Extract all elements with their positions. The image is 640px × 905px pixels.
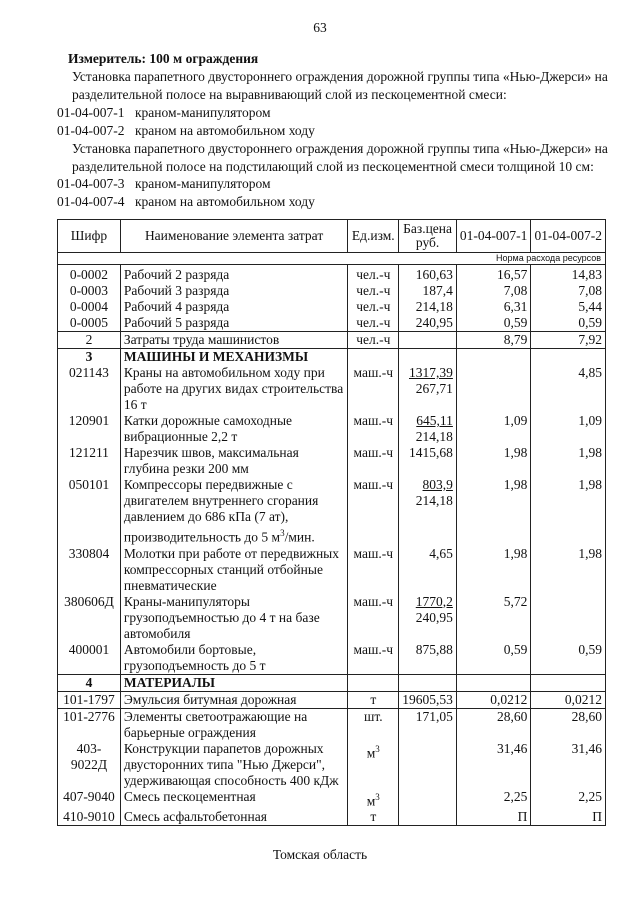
row-unit bbox=[348, 299, 399, 315]
row-unit bbox=[348, 642, 399, 675]
price-value: 214,18 bbox=[415, 299, 453, 314]
row-value-variant-2: 0,0212 bbox=[531, 691, 606, 708]
row-name bbox=[120, 332, 347, 349]
row-unit bbox=[348, 674, 399, 691]
description-line: Установка парапетного двустороннего ограждения дорожной группы типа «Нью-Джерси» на bbox=[72, 69, 608, 84]
row-value-variant-1: 2,25 bbox=[456, 789, 531, 810]
row-code: 101-2776 bbox=[58, 708, 121, 741]
row-price bbox=[399, 283, 457, 299]
price-value: 171,05 bbox=[415, 708, 453, 724]
variant-label: краном-манипулятором bbox=[135, 105, 271, 120]
row-price bbox=[399, 809, 457, 826]
description-line: Установка парапетного двустороннего ограждения дорожной группы типа «Нью-Джерси» на bbox=[72, 141, 608, 156]
row-code: 0-0005 bbox=[58, 315, 121, 332]
row-price bbox=[399, 332, 457, 349]
row-value-variant-1: 0,0212 bbox=[456, 691, 531, 708]
table-row bbox=[58, 809, 606, 826]
row-name-text: Рабочий 2 разряда bbox=[123, 267, 230, 282]
price-value: 160,63 bbox=[415, 267, 453, 282]
row-name bbox=[120, 789, 347, 810]
row-name bbox=[120, 708, 347, 741]
row-value-variant-2 bbox=[531, 594, 606, 642]
row-value-variant-1: 5,72 bbox=[456, 594, 531, 642]
row-value-variant-2: 0,59 bbox=[531, 315, 606, 332]
variant-item bbox=[57, 105, 271, 121]
row-value-variant-2: 2,25 bbox=[531, 789, 606, 810]
description-line: разделительной полосе на выравнивающий слой из пескоцементной смеси: bbox=[72, 87, 507, 102]
table-row bbox=[58, 789, 606, 810]
variant-code: 01-04-007-1 bbox=[57, 105, 125, 120]
row-value-variant-1: 31,46 bbox=[456, 741, 531, 789]
table-row bbox=[58, 708, 606, 741]
unit-text: маш.-ч bbox=[353, 593, 394, 609]
measure-heading: Измеритель: 100 м ограждения bbox=[68, 51, 259, 66]
row-name bbox=[120, 349, 347, 366]
row-name bbox=[120, 445, 347, 477]
row-price bbox=[399, 741, 457, 789]
row-name bbox=[120, 674, 347, 691]
row-value-variant-2: 28,60 bbox=[531, 708, 606, 741]
row-name bbox=[120, 691, 347, 708]
unit-text: т bbox=[370, 809, 377, 824]
row-unit bbox=[348, 477, 399, 546]
header-name: Наименование элемента затрат bbox=[120, 220, 347, 253]
row-code: 121211 bbox=[58, 445, 121, 477]
row-value-variant-2: 7,08 bbox=[531, 283, 606, 299]
row-price bbox=[399, 789, 457, 810]
row-name-text: Эмульсия битумная дорожная bbox=[123, 691, 297, 707]
table-row bbox=[58, 546, 606, 594]
row-value-variant-2: 1,98 bbox=[531, 445, 606, 477]
unit-text: маш.-ч bbox=[353, 445, 394, 460]
row-price bbox=[399, 708, 457, 741]
row-unit bbox=[348, 413, 399, 445]
row-value-variant-1: П bbox=[456, 809, 531, 826]
unit-text: т bbox=[370, 691, 377, 707]
unit-text: чел.-ч bbox=[356, 315, 391, 330]
table-header-row bbox=[58, 220, 606, 253]
superscript: 3 bbox=[375, 791, 380, 802]
row-code: 2 bbox=[58, 332, 121, 349]
row-value-variant-2: 1,09 bbox=[531, 413, 606, 445]
table-row bbox=[58, 349, 606, 366]
row-value-variant-1: 1,98 bbox=[456, 477, 531, 546]
variant-item bbox=[57, 123, 315, 139]
row-name-text: Компрессоры передвижные с двигателем внутреннего сгорания давлением до 686 кПа (7 ат), производительность до 5 м bbox=[123, 477, 319, 545]
unit-text: маш.-ч bbox=[353, 545, 394, 561]
table-row bbox=[58, 265, 606, 284]
row-price bbox=[399, 594, 457, 642]
row-price bbox=[399, 413, 457, 445]
price-value: 187,4 bbox=[422, 283, 453, 298]
row-unit bbox=[348, 265, 399, 284]
row-name-text: Катки дорожные самоходные вибрационные 2,2 т bbox=[123, 413, 293, 444]
row-price bbox=[399, 315, 457, 332]
variant-label: краном-манипулятором bbox=[135, 176, 271, 191]
row-code: 407-9040 bbox=[58, 789, 121, 810]
unit-text: чел.-ч bbox=[356, 267, 391, 282]
price-value: 267,71 bbox=[415, 381, 453, 396]
price-value: 19605,53 bbox=[402, 691, 453, 707]
table-row bbox=[58, 477, 606, 546]
row-value-variant-2 bbox=[531, 674, 606, 691]
header-unit: Ед.изм. bbox=[348, 220, 399, 253]
unit-text: маш.-ч bbox=[353, 477, 394, 492]
unit-text: маш.-ч bbox=[353, 641, 394, 657]
row-unit bbox=[348, 708, 399, 741]
header-price: Баз.цена руб. bbox=[399, 220, 457, 253]
row-name-text: Автомобили бортовые, грузоподъемность до 5 т bbox=[123, 641, 266, 673]
row-name-text: Элементы светоотражающие на барьерные ограждения bbox=[123, 708, 308, 740]
row-price bbox=[399, 642, 457, 675]
row-value-variant-1: 8,79 bbox=[456, 332, 531, 349]
row-unit bbox=[348, 332, 399, 349]
table-row bbox=[58, 332, 606, 349]
price-base: 645,11 bbox=[416, 413, 453, 428]
row-value-variant-2 bbox=[531, 349, 606, 366]
row-code: 400001 bbox=[58, 642, 121, 675]
price-value: 4,65 bbox=[429, 545, 453, 561]
row-name-text: МАТЕРИАЛЫ bbox=[123, 674, 216, 690]
row-value-variant-1 bbox=[456, 674, 531, 691]
price-value: 240,95 bbox=[415, 609, 453, 625]
row-name-text: Рабочий 5 разряда bbox=[123, 315, 230, 330]
row-code: 0-0004 bbox=[58, 299, 121, 315]
row-value-variant-1: 0,59 bbox=[456, 315, 531, 332]
row-price bbox=[399, 299, 457, 315]
row-unit bbox=[348, 546, 399, 594]
row-value-variant-2: 5,44 bbox=[531, 299, 606, 315]
row-value-variant-2: 14,83 bbox=[531, 265, 606, 284]
row-code: 3 bbox=[58, 349, 121, 366]
header-code: Шифр bbox=[58, 220, 121, 253]
row-code: 120901 bbox=[58, 413, 121, 445]
row-value-variant-1: 6,31 bbox=[456, 299, 531, 315]
row-value-variant-1: 1,09 bbox=[456, 413, 531, 445]
row-price bbox=[399, 365, 457, 413]
footer-region: Томская область bbox=[272, 847, 368, 862]
row-name bbox=[120, 594, 347, 642]
row-price bbox=[399, 674, 457, 691]
variant-item bbox=[57, 176, 271, 192]
row-code: 021143 bbox=[58, 365, 121, 413]
row-unit bbox=[348, 315, 399, 332]
row-name-text: Смесь пескоцементная bbox=[123, 788, 256, 804]
resource-table bbox=[57, 219, 606, 826]
superscript: 3 bbox=[280, 528, 285, 538]
price-value: 240,95 bbox=[415, 315, 453, 330]
table-row bbox=[58, 674, 606, 691]
unit-text: маш.-ч bbox=[353, 365, 394, 380]
row-name bbox=[120, 741, 347, 789]
price-base: 1317,39 bbox=[409, 365, 453, 380]
row-name bbox=[120, 315, 347, 332]
table-row bbox=[58, 413, 606, 445]
unit-text: шт. bbox=[363, 708, 383, 724]
description-line: разделительной полосе на подстилающий слой из пескоцементной смеси толщиной 10 см: bbox=[72, 159, 594, 174]
price-value: 1415,68 bbox=[409, 445, 453, 460]
row-unit bbox=[348, 741, 399, 789]
row-unit bbox=[348, 691, 399, 708]
row-code: 380606Д bbox=[58, 594, 121, 642]
row-name-text: МАШИНЫ И МЕХАНИЗМЫ bbox=[123, 349, 309, 364]
row-name bbox=[120, 365, 347, 413]
unit-text: чел.-ч bbox=[356, 299, 391, 314]
table-row bbox=[58, 365, 606, 413]
row-value-variant-2: 31,46 bbox=[531, 741, 606, 789]
row-code: 050101 bbox=[58, 477, 121, 546]
table-row bbox=[58, 299, 606, 315]
row-name-text: Краны на автомобильном ходу при работе на других видах строительства 16 т bbox=[123, 365, 344, 412]
variant-label: краном на автомобильном ходу bbox=[135, 123, 315, 138]
row-name bbox=[120, 642, 347, 675]
row-code: 330804 bbox=[58, 546, 121, 594]
row-value-variant-2: 7,92 bbox=[531, 332, 606, 349]
table-row bbox=[58, 642, 606, 675]
row-value-variant-1: 28,60 bbox=[456, 708, 531, 741]
row-name bbox=[120, 809, 347, 826]
row-value-variant-2: 0,59 bbox=[531, 642, 606, 675]
price-value: 875,88 bbox=[415, 641, 453, 657]
unit-text: м bbox=[366, 745, 376, 760]
row-code: 0-0002 bbox=[58, 265, 121, 284]
variant-item bbox=[57, 194, 315, 210]
table-row bbox=[58, 315, 606, 332]
row-name bbox=[120, 546, 347, 594]
variant-code: 01-04-007-2 bbox=[57, 123, 125, 138]
row-name-text: Молотки при работе от передвижных компрессорных станций отбойные пневматические bbox=[123, 545, 339, 593]
row-unit bbox=[348, 594, 399, 642]
row-code: 4 bbox=[58, 674, 121, 691]
group-1-description bbox=[72, 68, 608, 104]
table-row bbox=[58, 741, 606, 789]
header-variant-1: 01-04-007-1 bbox=[456, 220, 531, 253]
row-code: 403-9022Д bbox=[58, 741, 121, 789]
norm-row bbox=[58, 253, 606, 265]
price-value: 214,18 bbox=[415, 493, 453, 508]
row-name bbox=[120, 265, 347, 284]
row-name bbox=[120, 299, 347, 315]
row-value-variant-1: 1,98 bbox=[456, 546, 531, 594]
variant-code: 01-04-007-3 bbox=[57, 176, 125, 191]
row-code: 410-9010 bbox=[58, 809, 121, 826]
row-name-text: Краны-манипуляторы грузоподъемностью до 4 т на базе автомобиля bbox=[123, 593, 320, 641]
norm-label: Норма расхода ресурсов bbox=[58, 253, 606, 265]
row-value-variant-2: П bbox=[531, 809, 606, 826]
price-value: 214,18 bbox=[415, 429, 453, 444]
row-name-text: Рабочий 3 разряда bbox=[123, 283, 230, 298]
variant-label: краном на автомобильном ходу bbox=[135, 194, 315, 209]
row-value-variant-2: 1,98 bbox=[531, 546, 606, 594]
page-number: 63 bbox=[313, 20, 327, 35]
row-value-variant-2: 1,98 bbox=[531, 477, 606, 546]
row-name bbox=[120, 283, 347, 299]
row-price bbox=[399, 265, 457, 284]
row-name bbox=[120, 477, 347, 546]
row-unit bbox=[348, 789, 399, 810]
row-price bbox=[399, 691, 457, 708]
row-value-variant-1 bbox=[456, 349, 531, 366]
row-value-variant-1: 0,59 bbox=[456, 642, 531, 675]
row-price bbox=[399, 445, 457, 477]
unit-text: чел.-ч bbox=[356, 283, 391, 298]
price-base: 1770,2 bbox=[415, 593, 453, 609]
row-value-variant-2: 4,85 bbox=[531, 365, 606, 413]
price-base: 803,9 bbox=[422, 477, 453, 492]
row-price bbox=[399, 477, 457, 546]
row-name-text: Нарезчик швов, максимальная глубина резки 200 мм bbox=[123, 445, 299, 476]
row-name-text: Рабочий 4 разряда bbox=[123, 299, 230, 314]
row-name-text: Смесь асфальтобетонная bbox=[123, 809, 267, 824]
unit-text: чел.-ч bbox=[356, 332, 391, 347]
table-row bbox=[58, 283, 606, 299]
row-unit bbox=[348, 365, 399, 413]
row-code: 101-1797 bbox=[58, 691, 121, 708]
row-value-variant-1: 1,98 bbox=[456, 445, 531, 477]
row-value-variant-1: 7,08 bbox=[456, 283, 531, 299]
row-unit bbox=[348, 283, 399, 299]
row-value-variant-1: 16,57 bbox=[456, 265, 531, 284]
header-variant-2: 01-04-007-2 bbox=[531, 220, 606, 253]
unit-text: м bbox=[366, 793, 376, 808]
row-unit bbox=[348, 809, 399, 826]
variant-code: 01-04-007-4 bbox=[57, 194, 125, 209]
row-name-tail: /мин. bbox=[284, 529, 315, 545]
unit-text: маш.-ч bbox=[353, 413, 394, 428]
table-row bbox=[58, 445, 606, 477]
row-value-variant-1 bbox=[456, 365, 531, 413]
table-row bbox=[58, 594, 606, 642]
row-name-text: Конструкции парапетов дорожных двусторонних типа "Нью Джерси", удерживающая способность 400 кДж bbox=[123, 740, 339, 788]
group-2-description bbox=[72, 140, 608, 176]
row-unit bbox=[348, 445, 399, 477]
superscript: 3 bbox=[375, 743, 380, 754]
row-code: 0-0003 bbox=[58, 283, 121, 299]
row-unit bbox=[348, 349, 399, 366]
row-price bbox=[399, 349, 457, 366]
row-price bbox=[399, 546, 457, 594]
row-name-text: Затраты труда машинистов bbox=[123, 332, 280, 347]
table-row bbox=[58, 691, 606, 708]
row-name bbox=[120, 413, 347, 445]
